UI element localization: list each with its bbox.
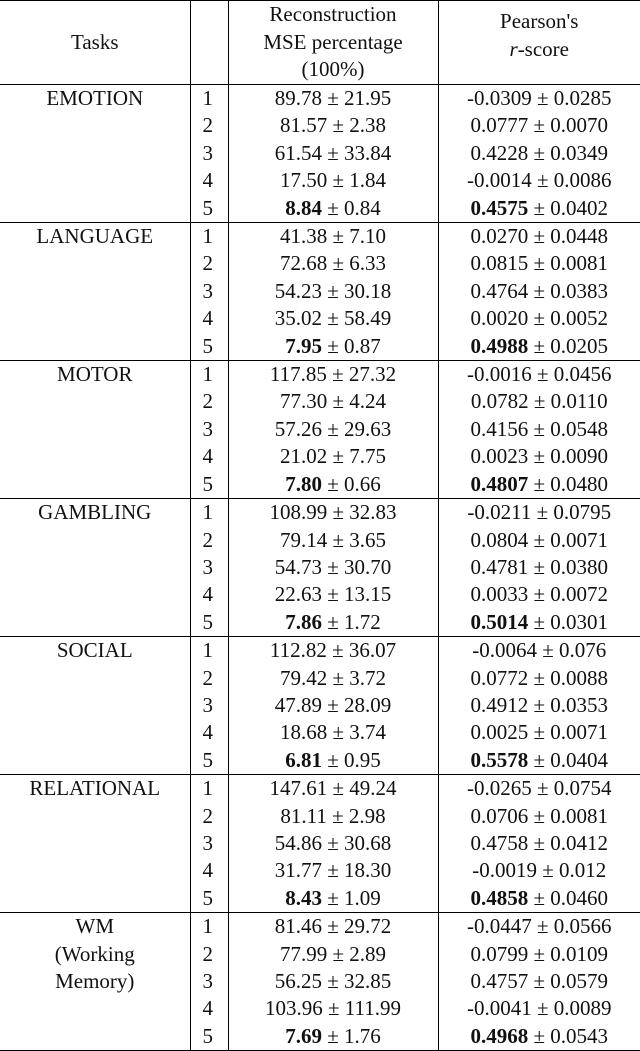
- mse-cell-best-value: 7.86: [285, 610, 322, 634]
- pearson-cell: [438, 775, 640, 803]
- pearson-cell: [438, 665, 640, 692]
- mse-cell: [228, 554, 438, 581]
- pearson-cell: [438, 195, 640, 223]
- header-pearson-rest: -score: [518, 37, 569, 61]
- pearson-cell-best-value: 0.4807: [470, 472, 528, 496]
- task-name-line: WM: [0, 913, 190, 940]
- mse-cell-value: 17.50 ± 1.84: [280, 168, 386, 192]
- mse-cell: [228, 305, 438, 332]
- mse-cell-best-value: 7.95: [285, 334, 322, 358]
- table-row: [0, 499, 640, 527]
- mse-cell-value: 21.02 ± 7.75: [280, 444, 386, 468]
- mse-cell-value: 57.26 ± 29.63: [275, 417, 392, 441]
- pearson-cell-value: 0.0804 ± 0.0071: [470, 528, 608, 552]
- task-name: [0, 361, 190, 499]
- table-row: [0, 85, 640, 113]
- pearson-cell: [438, 719, 640, 746]
- pearson-cell: [438, 361, 640, 389]
- pearson-cell: [438, 416, 640, 443]
- mse-cell: [228, 1023, 438, 1051]
- row-id: 2: [190, 527, 228, 554]
- mse-cell: [228, 85, 438, 113]
- pearson-cell: [438, 609, 640, 637]
- task-name: [0, 499, 190, 637]
- mse-cell: [228, 665, 438, 692]
- mse-cell: [228, 692, 438, 719]
- mse-cell: [228, 885, 438, 913]
- row-id: 2: [190, 665, 228, 692]
- pearson-cell: [438, 554, 640, 581]
- row-id: 3: [190, 140, 228, 167]
- mse-cell-value: 112.82 ± 36.07: [270, 638, 396, 662]
- mse-cell: [228, 250, 438, 277]
- mse-cell-value: ± 1.76: [322, 1024, 381, 1048]
- mse-cell: [228, 361, 438, 389]
- pearson-cell-value: -0.0447 ± 0.0566: [467, 914, 612, 938]
- pearson-cell-value: 0.4912 ± 0.0353: [470, 693, 608, 717]
- task-name: [0, 637, 190, 775]
- row-id: 4: [190, 305, 228, 332]
- pearson-cell-value: -0.0041 ± 0.0089: [467, 996, 612, 1020]
- pearson-cell-value: ± 0.0404: [528, 748, 608, 772]
- mse-cell-value: 54.86 ± 30.68: [275, 831, 392, 855]
- task-group: [0, 85, 640, 223]
- mse-cell-value: 54.23 ± 30.18: [275, 279, 392, 303]
- row-id: 5: [190, 609, 228, 637]
- table-row: [0, 913, 640, 941]
- task-group: [0, 637, 640, 775]
- pearson-cell-value: ± 0.0480: [528, 472, 608, 496]
- pearson-cell: [438, 471, 640, 499]
- mse-cell-value: ± 1.72: [322, 610, 381, 634]
- mse-cell: [228, 775, 438, 803]
- header-pearson: [438, 1, 640, 85]
- pearson-cell-value: ± 0.0402: [528, 196, 608, 220]
- row-id: 3: [190, 830, 228, 857]
- pearson-cell-value: ± 0.0543: [528, 1024, 608, 1048]
- header-mse-line-2: MSE percentage: [229, 29, 438, 57]
- mse-cell-value: 35.02 ± 58.49: [275, 306, 392, 330]
- mse-cell: [228, 830, 438, 857]
- pearson-cell: [438, 140, 640, 167]
- pearson-cell: [438, 278, 640, 305]
- pearson-cell-value: 0.0023 ± 0.0090: [470, 444, 608, 468]
- pearson-cell-value: 0.4228 ± 0.0349: [470, 141, 608, 165]
- mse-cell-value: 108.99 ± 32.83: [269, 500, 396, 524]
- mse-cell-value: 81.57 ± 2.38: [280, 113, 386, 137]
- mse-cell: [228, 913, 438, 941]
- pearson-cell-value: 0.4781 ± 0.0380: [470, 555, 608, 579]
- mse-cell-value: 31.77 ± 18.30: [275, 858, 392, 882]
- table-row: [0, 775, 640, 803]
- mse-cell-value: 89.78 ± 21.95: [275, 86, 392, 110]
- pearson-cell: [438, 85, 640, 113]
- mse-cell: [228, 388, 438, 415]
- mse-cell-value: 54.73 ± 30.70: [275, 555, 392, 579]
- row-id: 5: [190, 1023, 228, 1051]
- pearson-cell: [438, 941, 640, 968]
- pearson-cell-value: -0.0265 ± 0.0754: [467, 776, 612, 800]
- mse-cell-value: 72.68 ± 6.33: [280, 251, 386, 275]
- header-pearson-line-2: [439, 36, 640, 64]
- mse-cell: [228, 747, 438, 775]
- pearson-cell: [438, 527, 640, 554]
- mse-cell-value: ± 0.84: [322, 196, 381, 220]
- row-id: 1: [190, 637, 228, 665]
- pearson-cell-value: 0.0020 ± 0.0052: [470, 306, 608, 330]
- mse-cell: [228, 167, 438, 194]
- pearson-cell-value: 0.4758 ± 0.0412: [470, 831, 608, 855]
- pearson-cell-value: ± 0.0205: [528, 334, 608, 358]
- pearson-cell: [438, 388, 640, 415]
- row-id: 2: [190, 112, 228, 139]
- mse-cell-value: ± 0.95: [322, 748, 381, 772]
- mse-cell: [228, 941, 438, 968]
- pearson-cell: [438, 913, 640, 941]
- mse-cell: [228, 471, 438, 499]
- pearson-cell: [438, 803, 640, 830]
- mse-cell-value: 79.42 ± 3.72: [280, 666, 386, 690]
- pearson-cell-value: 0.0799 ± 0.0109: [470, 942, 608, 966]
- row-id: 1: [190, 223, 228, 251]
- mse-cell-value: 56.25 ± 32.85: [275, 969, 392, 993]
- row-id: 3: [190, 692, 228, 719]
- row-id: 1: [190, 361, 228, 389]
- task-name-line: MOTOR: [0, 361, 190, 388]
- row-id: 5: [190, 747, 228, 775]
- header-pearson-line-1: Pearson's: [439, 8, 640, 36]
- pearson-cell: [438, 968, 640, 995]
- mse-cell-best-value: 7.69: [285, 1024, 322, 1048]
- mse-cell: [228, 609, 438, 637]
- mse-cell-value: 103.96 ± 111.99: [265, 996, 401, 1020]
- header-mse-line-1: Reconstruction: [229, 1, 438, 29]
- mse-cell-value: 47.89 ± 28.09: [275, 693, 392, 717]
- pearson-cell-value: 0.4156 ± 0.0548: [470, 417, 608, 441]
- task-name-line: (Working: [0, 941, 190, 968]
- pearson-cell: [438, 747, 640, 775]
- header-mse: [228, 1, 438, 85]
- mse-cell: [228, 416, 438, 443]
- pearson-cell-best-value: 0.4968: [470, 1024, 528, 1048]
- mse-cell-value: 147.61 ± 49.24: [269, 776, 396, 800]
- mse-cell: [228, 443, 438, 470]
- row-id: 5: [190, 885, 228, 913]
- pearson-cell-value: -0.0019 ± 0.012: [472, 858, 606, 882]
- mse-cell: [228, 527, 438, 554]
- pearson-cell: [438, 223, 640, 251]
- mse-cell-value: ± 1.09: [322, 886, 381, 910]
- mse-cell: [228, 581, 438, 608]
- task-name-line: SOCIAL: [0, 637, 190, 664]
- pearson-cell: [438, 167, 640, 194]
- row-id: 1: [190, 499, 228, 527]
- row-id: 4: [190, 443, 228, 470]
- mse-cell-value: ± 0.87: [322, 334, 381, 358]
- mse-cell-value: 41.38 ± 7.10: [280, 224, 386, 248]
- task-name: [0, 85, 190, 223]
- pearson-cell-best-value: 0.4988: [470, 334, 528, 358]
- pearson-cell-value: 0.0782 ± 0.0110: [471, 389, 608, 413]
- row-id: 5: [190, 333, 228, 361]
- mse-cell-best-value: 8.84: [285, 196, 322, 220]
- row-id: 3: [190, 554, 228, 581]
- mse-cell-value: 117.85 ± 27.32: [270, 362, 396, 386]
- task-name-line: Memory): [0, 968, 190, 995]
- row-id: 3: [190, 416, 228, 443]
- table-header: [0, 1, 640, 85]
- mse-cell: [228, 857, 438, 884]
- header-mse-line-3: (100%): [229, 56, 438, 84]
- task-group: [0, 775, 640, 913]
- mse-cell-value: 22.63 ± 13.15: [275, 582, 392, 606]
- task-name-line: GAMBLING: [0, 499, 190, 526]
- row-id: 4: [190, 995, 228, 1022]
- mse-cell: [228, 223, 438, 251]
- mse-cell: [228, 333, 438, 361]
- pearson-cell: [438, 112, 640, 139]
- pearson-cell-value: 0.0270 ± 0.0448: [470, 224, 608, 248]
- mse-cell: [228, 803, 438, 830]
- mse-cell: [228, 719, 438, 746]
- pearson-cell-best-value: 0.4575: [470, 196, 528, 220]
- task-group: [0, 361, 640, 499]
- row-id: 2: [190, 941, 228, 968]
- pearson-cell-value: ± 0.0301: [528, 610, 608, 634]
- table-row: [0, 637, 640, 665]
- pearson-cell-value: 0.4764 ± 0.0383: [470, 279, 608, 303]
- mse-cell: [228, 968, 438, 995]
- mse-cell: [228, 195, 438, 223]
- mse-cell: [228, 278, 438, 305]
- mse-cell-best-value: 7.80: [285, 472, 322, 496]
- task-name: [0, 223, 190, 361]
- task-name-line: RELATIONAL: [0, 775, 190, 802]
- row-id: 2: [190, 803, 228, 830]
- row-id: 1: [190, 85, 228, 113]
- pearson-cell-value: 0.0033 ± 0.0072: [470, 582, 608, 606]
- pearson-cell-value: 0.0025 ± 0.0071: [470, 720, 608, 744]
- mse-cell-best-value: 8.43: [285, 886, 322, 910]
- pearson-cell-value: -0.0014 ± 0.0086: [467, 168, 612, 192]
- pearson-cell: [438, 443, 640, 470]
- pearson-cell-best-value: 0.5014: [470, 610, 528, 634]
- mse-cell-value: 79.14 ± 3.65: [280, 528, 386, 552]
- mse-cell: [228, 637, 438, 665]
- row-id: 4: [190, 581, 228, 608]
- mse-cell: [228, 995, 438, 1022]
- row-id: 4: [190, 719, 228, 746]
- mse-cell: [228, 140, 438, 167]
- pearson-cell-value: ± 0.0460: [528, 886, 608, 910]
- mse-cell-value: ± 0.66: [322, 472, 381, 496]
- pearson-cell-value: -0.0016 ± 0.0456: [467, 362, 612, 386]
- header-tasks: Tasks: [0, 1, 190, 85]
- pearson-cell-best-value: 0.4858: [470, 886, 528, 910]
- task-group: [0, 223, 640, 361]
- header-pearson-var: r: [510, 37, 518, 61]
- mse-cell-value: 77.99 ± 2.89: [280, 942, 386, 966]
- pearson-cell: [438, 885, 640, 913]
- pearson-cell-value: 0.0777 ± 0.0070: [470, 113, 608, 137]
- mse-cell-value: 81.11 ± 2.98: [280, 804, 385, 828]
- pearson-cell: [438, 692, 640, 719]
- pearson-cell-value: 0.0706 ± 0.0081: [470, 804, 608, 828]
- row-id: 2: [190, 250, 228, 277]
- pearson-cell: [438, 581, 640, 608]
- task-name: [0, 775, 190, 913]
- row-id: 5: [190, 195, 228, 223]
- task-group: [0, 499, 640, 637]
- pearson-cell: [438, 857, 640, 884]
- mse-cell-value: 81.46 ± 29.72: [275, 914, 392, 938]
- row-id: 5: [190, 471, 228, 499]
- task-name: [0, 913, 190, 1051]
- table-row: [0, 223, 640, 251]
- pearson-cell: [438, 995, 640, 1022]
- row-id: 4: [190, 167, 228, 194]
- mse-cell-value: 61.54 ± 33.84: [275, 141, 392, 165]
- row-id: 4: [190, 857, 228, 884]
- row-id: 2: [190, 388, 228, 415]
- row-id: 1: [190, 775, 228, 803]
- row-id: 3: [190, 278, 228, 305]
- pearson-cell: [438, 637, 640, 665]
- task-name-line: LANGUAGE: [0, 223, 190, 250]
- mse-cell-best-value: 6.81: [285, 748, 322, 772]
- pearson-cell-value: -0.0211 ± 0.0795: [467, 500, 611, 524]
- pearson-cell: [438, 333, 640, 361]
- row-id: 3: [190, 968, 228, 995]
- row-id: 1: [190, 913, 228, 941]
- mse-cell: [228, 112, 438, 139]
- pearson-cell-value: 0.0772 ± 0.0088: [470, 666, 608, 690]
- header-id: [190, 1, 228, 85]
- pearson-cell-value: -0.0064 ± 0.076: [472, 638, 606, 662]
- pearson-cell: [438, 499, 640, 527]
- mse-cell-value: 18.68 ± 3.74: [280, 720, 386, 744]
- table-row: [0, 361, 640, 389]
- pearson-cell: [438, 250, 640, 277]
- pearson-cell-best-value: 0.5578: [470, 748, 528, 772]
- mse-cell-value: 77.30 ± 4.24: [280, 389, 386, 413]
- pearson-cell: [438, 305, 640, 332]
- pearson-cell-value: -0.0309 ± 0.0285: [467, 86, 612, 110]
- pearson-cell: [438, 1023, 640, 1051]
- task-group: [0, 913, 640, 1051]
- pearson-cell: [438, 830, 640, 857]
- mse-cell: [228, 499, 438, 527]
- pearson-cell-value: 0.4757 ± 0.0579: [470, 969, 608, 993]
- task-name-line: EMOTION: [0, 85, 190, 112]
- pearson-cell-value: 0.0815 ± 0.0081: [470, 251, 608, 275]
